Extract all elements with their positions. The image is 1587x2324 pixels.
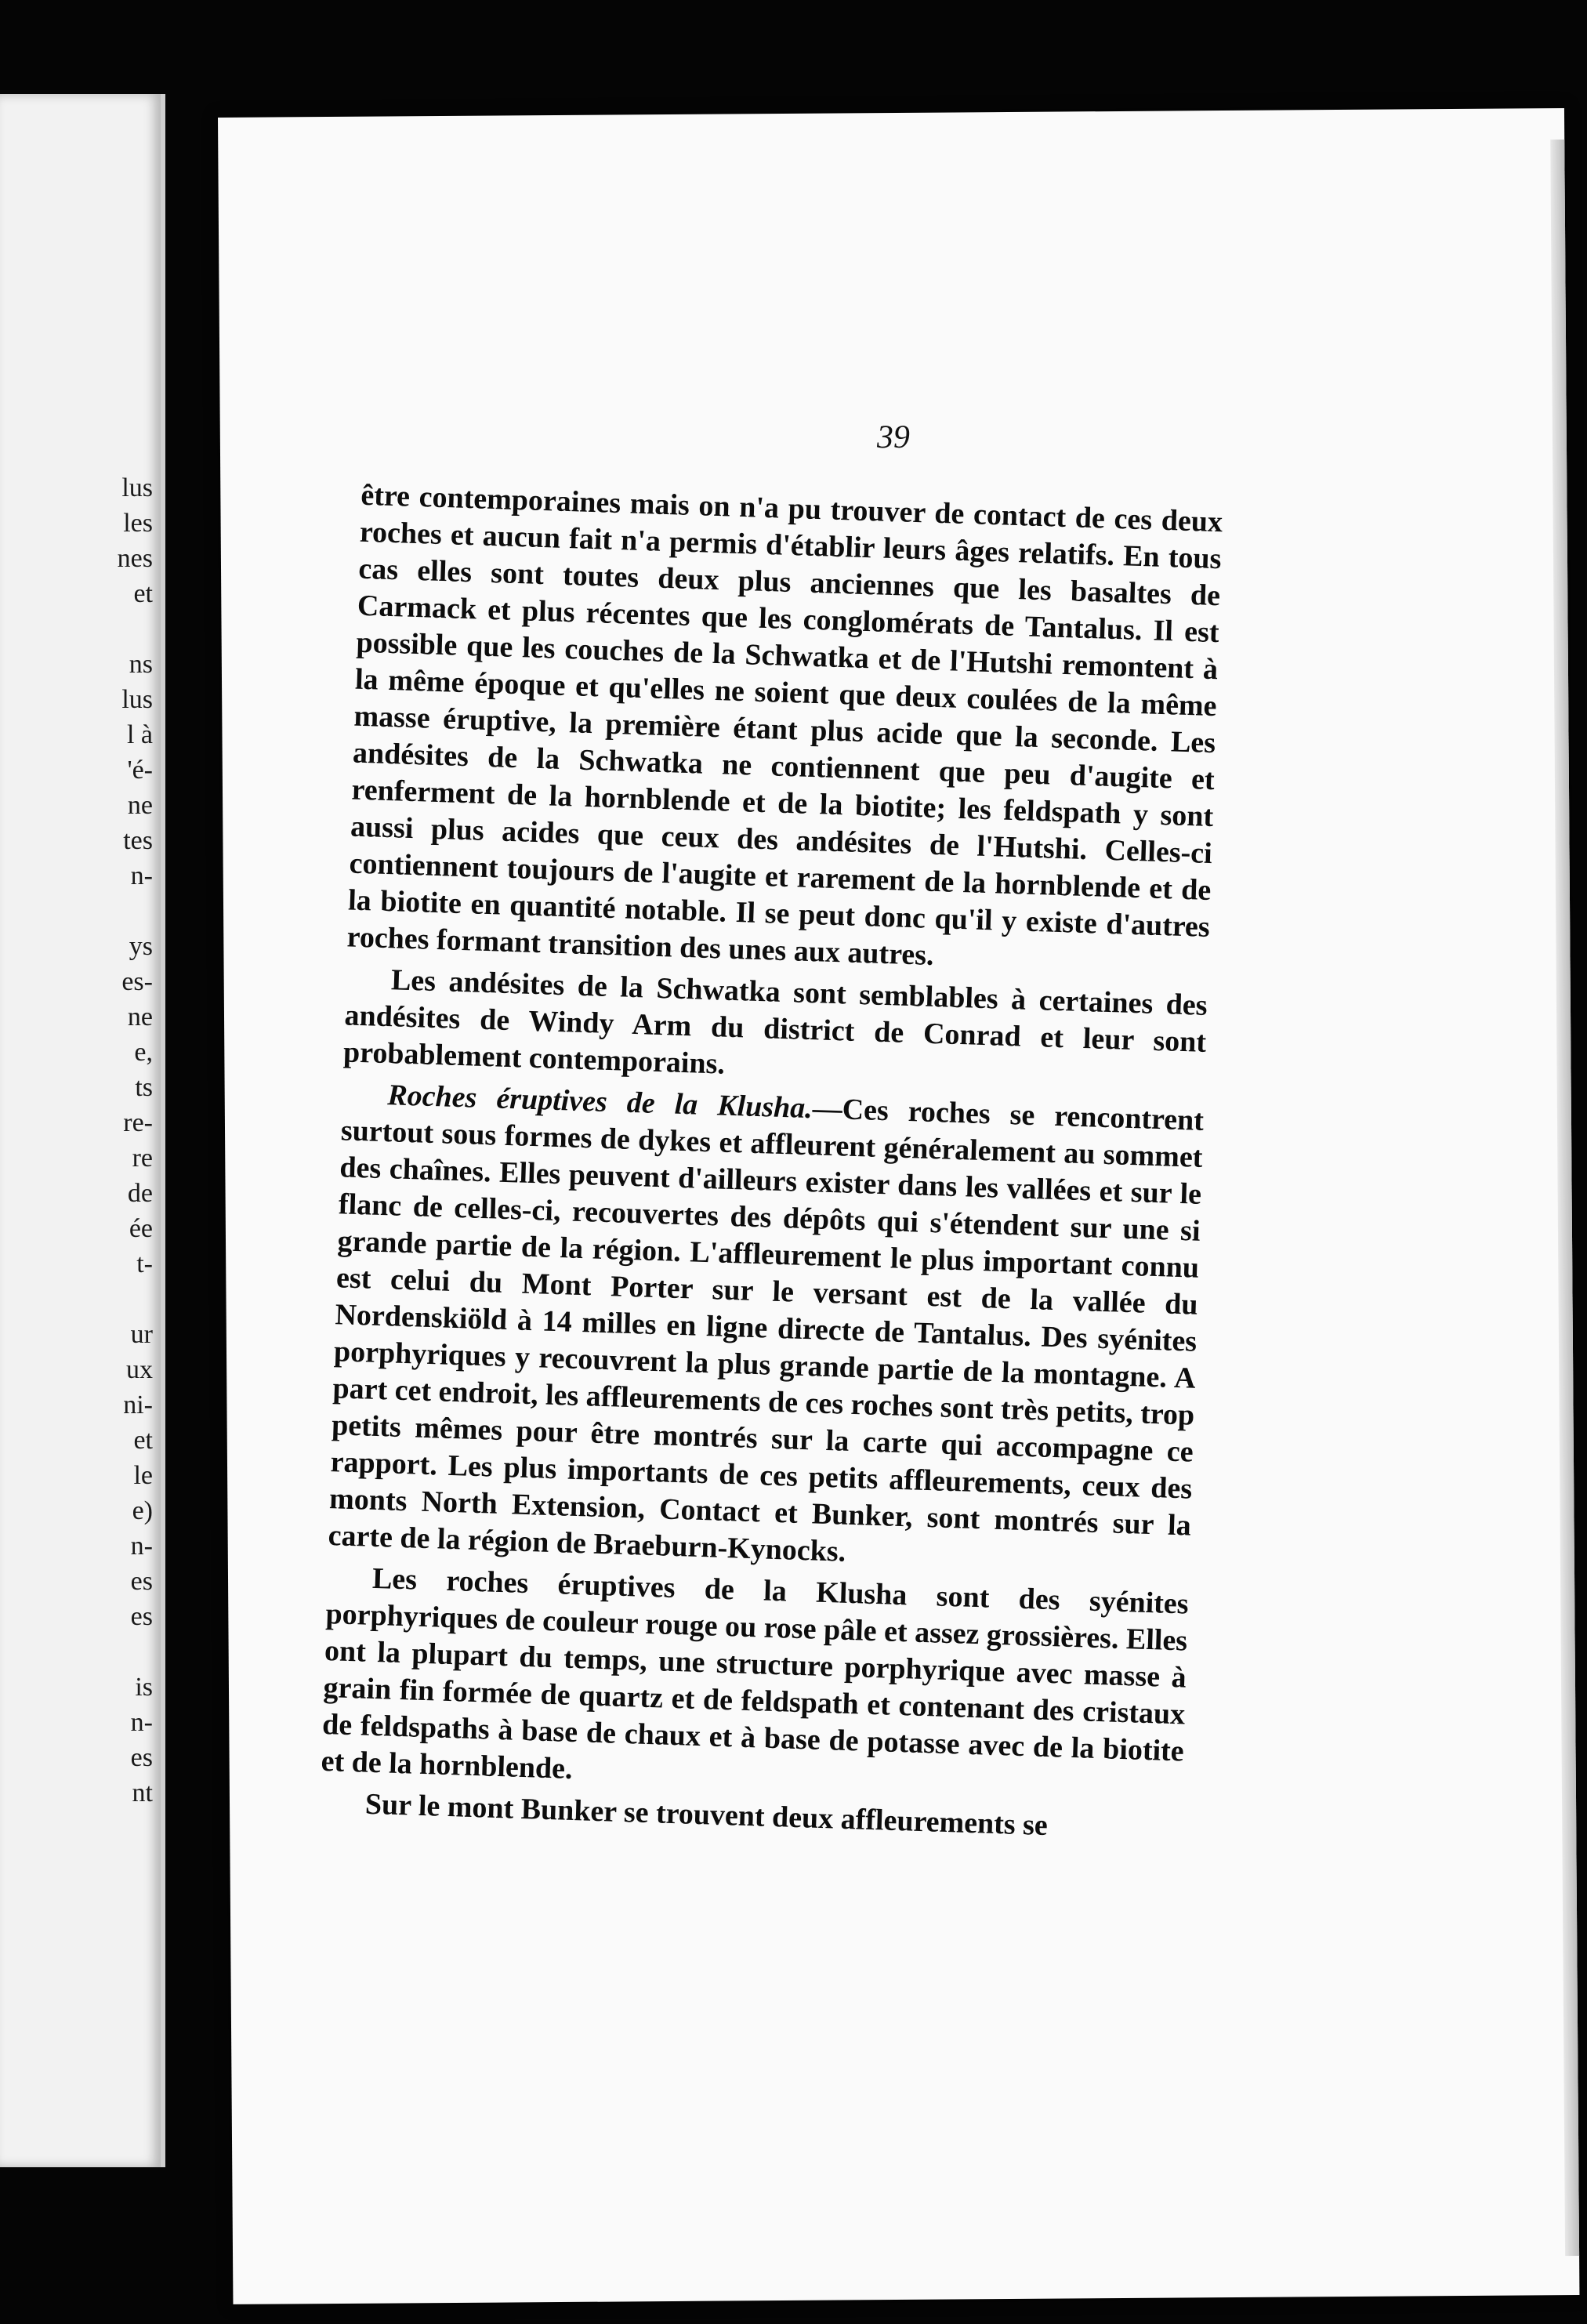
paragraph-4: Les roches éruptives de la Klusha sont des syénites porphyriques de couleur rouge ou rose pâle et assez grossières. Elles ont la plupart du temps, une structure porphyrique avec masse à grain fin formée de quartz et de feldspath et contenant des cristaux de feldspaths à base de chaux et à base de potasse avec de la biotite et de la hornblende.: [321, 1561, 1190, 1786]
adjacent-fragment-line: ne: [127, 1002, 153, 1031]
body-text: [319, 477, 1223, 1849]
adjacent-fragment-line: et: [133, 579, 153, 608]
adjacent-fragment-line: es-: [121, 967, 153, 996]
adjacent-fragment-line: ys: [129, 932, 153, 961]
adjacent-fragment-line: ur: [130, 1320, 153, 1349]
page-number: 39: [876, 419, 911, 456]
adjacent-fragment-line: [43, 1282, 153, 1317]
paragraph-2: Les andésites de la Schwatka sont semblables à certaines des andésites de Windy Arm du district de Conrad et leur sont probablement contemporains.: [342, 963, 1208, 1081]
adjacent-fragment-line: ée: [129, 1214, 153, 1243]
adjacent-fragment-line: et: [133, 1426, 153, 1455]
adjacent-fragment-line: l à: [126, 720, 153, 749]
adjacent-fragment-line: n-: [130, 861, 153, 890]
adjacent-fragment-line: re-: [123, 1108, 153, 1137]
adjacent-fragment-line: tes: [123, 826, 153, 855]
adjacent-fragment-line: n-: [130, 1708, 153, 1737]
adjacent-fragment-line: lus: [121, 473, 153, 502]
adjacent-fragment-line: e,: [134, 1038, 153, 1067]
adjacent-fragment-line: nt: [132, 1778, 153, 1807]
adjacent-fragment-line: re: [132, 1144, 153, 1173]
adjacent-fragment-line: ux: [126, 1355, 153, 1384]
adjacent-fragment-line: ne: [127, 791, 153, 820]
adjacent-fragment-line: es: [130, 1567, 153, 1596]
adjacent-page-edge: [0, 94, 165, 2167]
adjacent-fragment-line: ni-: [123, 1390, 153, 1419]
page-edge-shadow: [1550, 140, 1579, 2256]
adjacent-fragment-line: ts: [135, 1073, 153, 1102]
adjacent-fragment-line: le: [133, 1461, 153, 1490]
adjacent-fragment-line: nes: [117, 544, 153, 573]
paragraph-3-text: —Ces roches se rencontrent surtout sous formes de dykes et affleurent généralement au sommet des chaînes. Elles peuvent d'ailleurs exister dans les vallées et sur le flanc de celles-ci, recouvertes des dépôts qui s'étendent sur une si grande partie de la région. L'affleurement le plus important connu est celui du Mont Porter sur le versant est de la vallée du Nordenskiöld à 14 milles en ligne directe de Tantalus. Des syénites porphyriques y recouvrent la plus grande partie de la montagne. A part cet endroit, les affleurements de ces roches sont très petits, trop petits mêmes pour être montrés sur la carte qui accompagne ce rapport. Les plus importants de ces petits affleurements, ceux des monts North Extension, Contact et Bunker, sont montrés sur la carte de la région de Braeburn-Kynocks.: [328, 1092, 1205, 1568]
adjacent-fragment-line: es: [130, 1743, 153, 1772]
adjacent-fragment-line: is: [135, 1673, 153, 1702]
paragraph-3: [328, 1075, 1205, 1581]
adjacent-fragment-line: [43, 611, 153, 647]
section-heading-klusha: Roches éruptives de la Klusha.: [386, 1079, 813, 1126]
adjacent-fragment-line: n-: [130, 1532, 153, 1561]
paragraph-5: Sur le mont Bunker se trouvent deux affleurements se: [364, 1787, 1049, 1843]
adjacent-fragment-line: 'é-: [127, 756, 153, 785]
adjacent-fragment-line: les: [123, 509, 153, 538]
adjacent-fragment-line: de: [127, 1179, 153, 1208]
paragraph-1: être contemporaines mais on n'a pu trouver de contact de ces deux roches et aucun fait n'a permis d'établir leurs âges relatifs. En tous cas elles sont toutes deux plus anciennes que les basaltes de Carmack et plus récentes que les conglomérats de Tantalus. Il est possible que les couches de la Schwatka et de l'Hutshi remontent à la même époque et qu'elles ne soient que deux coulées de la même masse éruptive, la première étant plus acide que la seconde. Les andésites de la Schwatka ne contiennent que peu d'augite et renferment de la hornblende et de la biotite; les feldspath y sont aussi plus acides que ceux des andésites de l'Hutshi. Celles-ci contiennent toujours de l'augite et rarement de la hornblende et de la biotite en quantité notable. Il se peut donc qu'il y existe d'autres roches formant transition des unes aux autres.: [346, 478, 1223, 972]
adjacent-fragment-line: es: [130, 1602, 153, 1631]
adjacent-fragment-line: t-: [136, 1249, 153, 1278]
adjacent-fragment-line: ns: [129, 650, 153, 679]
page: [218, 108, 1579, 2304]
adjacent-page-text-fragments: [43, 470, 153, 1811]
adjacent-fragment-line: [43, 894, 153, 929]
adjacent-fragment-line: lus: [121, 685, 153, 714]
adjacent-fragment-line: e): [132, 1496, 153, 1525]
adjacent-fragment-line: [43, 1634, 153, 1670]
